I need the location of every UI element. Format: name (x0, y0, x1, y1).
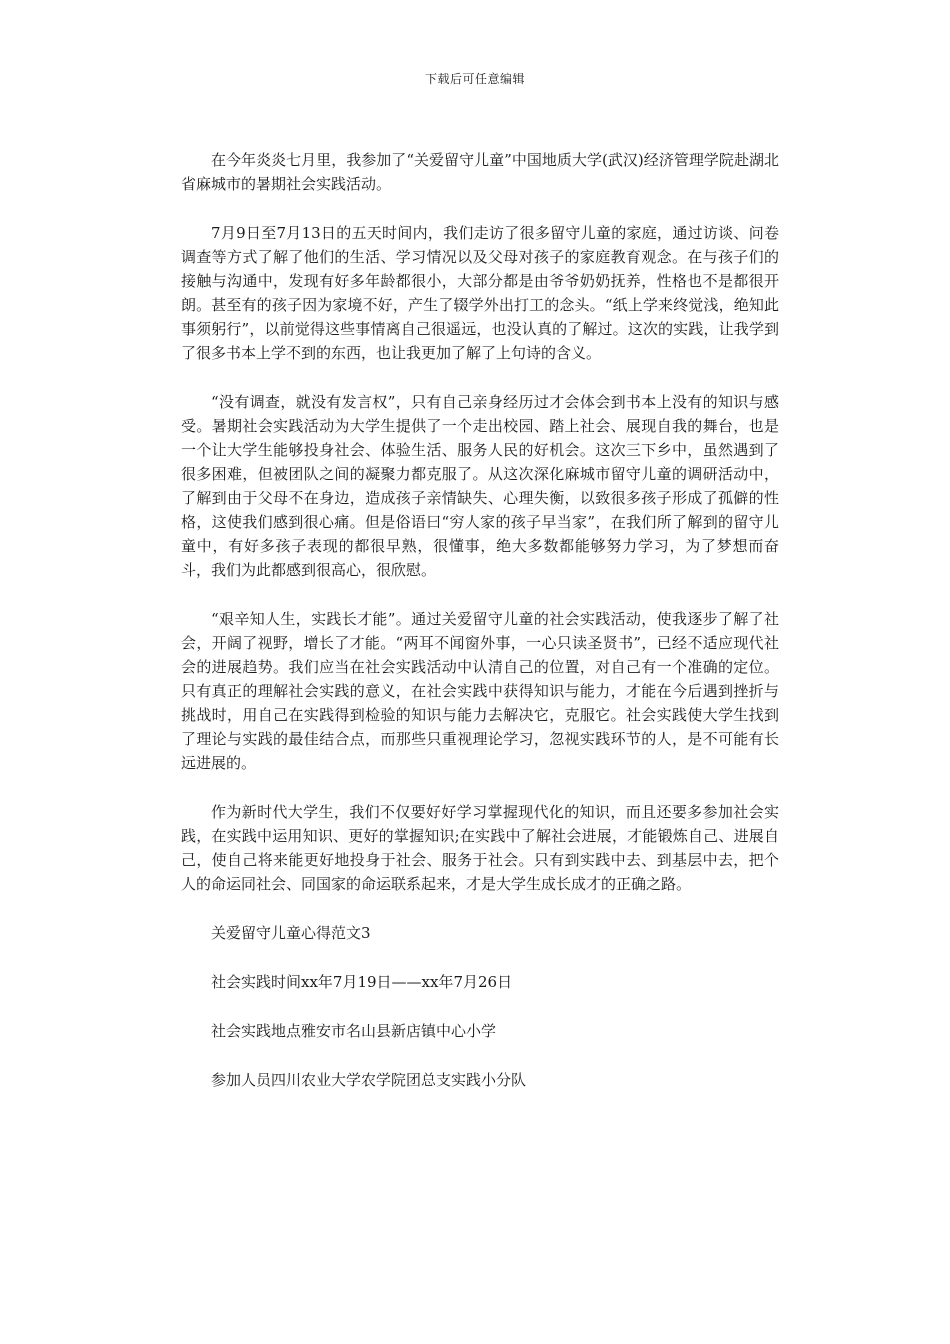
paragraph-conclusion: 作为新时代大学生，我们不仅要好好学习掌握现代化的知识，而且还要多参加社会实践，在实践中运用知识、更好的掌握知识;在实践中了解社会进展，才能锻炼自己、进展自己，使自己将来能更好地投身于社会、服务于社会。只有到实践中去、到基层中去，把个人的命运同社会、同国家的命运联系起来，才是大学生成长成才的正确之路。 (181, 803, 779, 893)
section-title: 关爱留守儿童心得范文3 (211, 924, 371, 942)
paragraph-visit: 7月9日至7月13日的五天时间内，我们走访了很多留守儿童的家庭，通过访谈、问卷调查等方式了解了他们的生活、学习情况以及父母对孩子的家庭教育观念。在与孩子们的接触与沟通中，发现有好多年龄都很小，大部分都是由爷爷奶奶抚养，性格也不是都很开朗。甚至有的孩子因为家境不好，产生了辍学外出打工的念头。“纸上学来终觉浅，绝知此事须躬行”，以前觉得这些事情离自己很遥远，也没认真的了解过。这次的实践，让我学到了很多书本上学不到的东西，也让我更加了解了上句诗的含义。 (181, 224, 779, 362)
practice-time: 社会实践时间xx年7月19日——xx年7月26日 (211, 973, 513, 991)
paragraph-hardship: “艰辛知人生，实践长才能”。通过关爱留守儿童的社会实践活动，使我逐步了解了社会，开阔了视野，增长了才能。“两耳不闻窗外事，一心只读圣贤书”，已经不适应现代社会的进展趋势。我们应当在社会实践活动中认清自己的位置，对自己有一个准确的定位。只有真正的理解社会实践的意义，在社会实践中获得知识与能力，才能在今后遇到挫折与挑战时，用自己在实践得到检验的知识与能力去解决它，克服它。社会实践使大学生找到了理论与实践的最佳结合点，而那些只重视理论学习，忽视实践环节的人，是不可能有长远进展的。 (181, 610, 779, 772)
download-note: 下载后可任意编辑 (424, 72, 525, 86)
paragraph-investigation: “没有调查，就没有发言权”，只有自己亲身经历过才会体会到书本上没有的知识与感受。暑期社会实践活动为大学生提供了一个走出校园、踏上社会、展现自我的舞台，也是一个让大学生能够投身社会、体验生活、服务人民的好机会。这次三下乡中，虽然遇到了很多困难，但被团队之间的凝聚力都克服了。从这次深化麻城市留守儿童的调研活动中，了解到由于父母不在身边，造成孩子亲情缺失、心理失衡，以致很多孩子形成了孤僻的性格，这使我们感到很心痛。但是俗语曰“穷人家的孩子早当家”，在我们所了解到的留守儿童中，有好多孩子表现的都很早熟，很懂事，绝大多数都能够努力学习，为了梦想而奋斗，我们为此都感到很高心，很欣慰。 (181, 393, 779, 579)
paragraph-intro: 在今年炎炎七月里，我参加了“关爱留守儿童”中国地质大学(武汉)经济管理学院赴湖北省麻城市的暑期社会实践活动。 (181, 151, 779, 193)
document-body (181, 148, 779, 1117)
practice-location: 社会实践地点雅安市名山县新店镇中心小学 (211, 1022, 497, 1040)
participants: 参加人员四川农业大学农学院团总支实践小分队 (211, 1071, 527, 1089)
